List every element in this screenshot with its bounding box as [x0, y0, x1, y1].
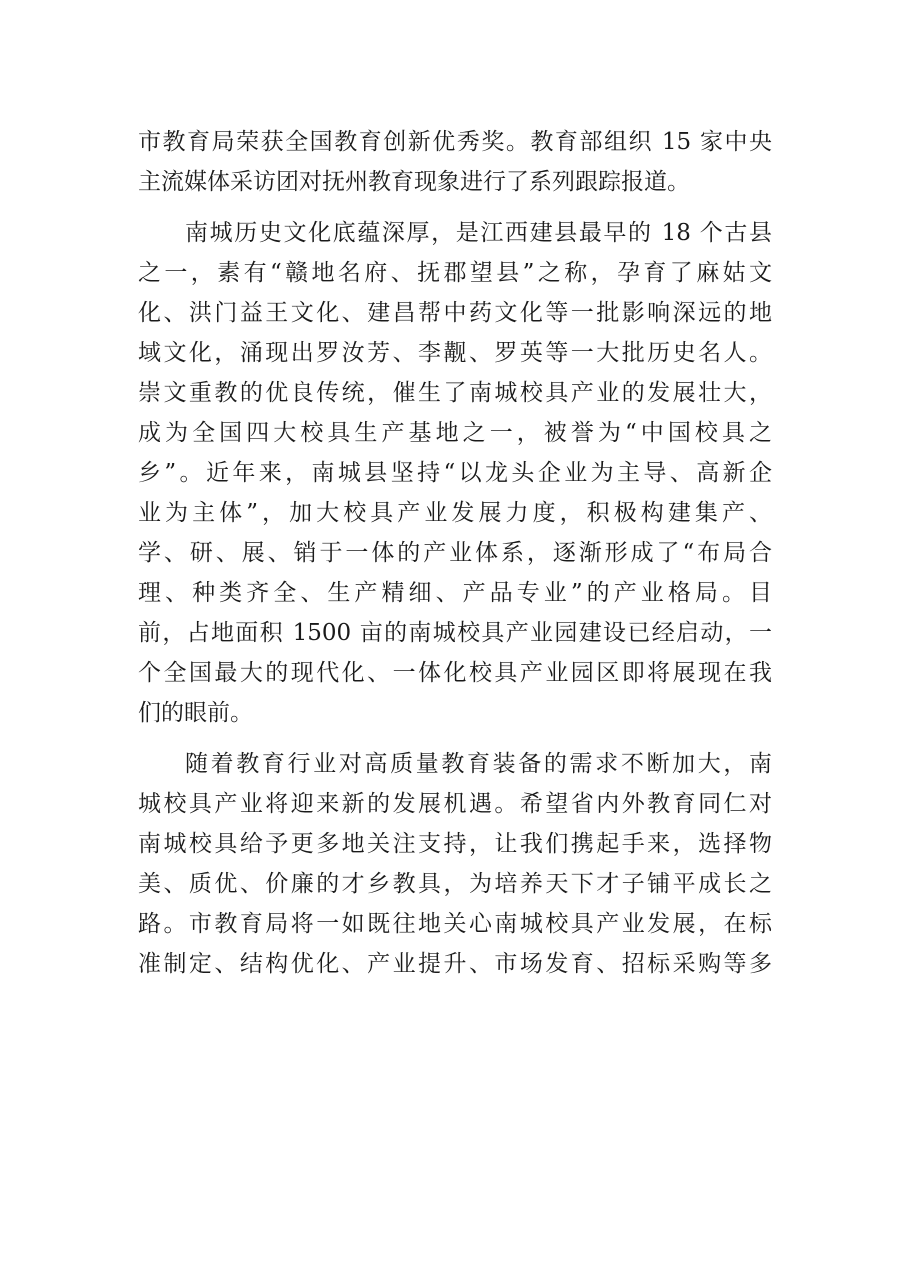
text-line: 南城校具给予更多地关注支持，让我们携起手来，选择物 [138, 831, 772, 857]
text-line: 崇文重教的优良传统，催生了南城校具产业的发展壮大， [138, 380, 772, 406]
text-line: 主流媒体采访团对抚州教育现象进行了系列跟踪报道。 [138, 169, 690, 195]
text-line: 业为主体”，加大校具产业发展力度，积极构建集产、 [138, 500, 772, 526]
text-line: 路。市教育局将一如既往地关心南城校具产业发展，在标 [138, 911, 772, 937]
text-line: 南城历史文化底蕴深厚，是江西建县最早的 18 个古县 [185, 220, 772, 246]
text-line: 美、质优、价廉的才乡教具，为培养天下才子铺平成长之 [138, 871, 772, 897]
text-line: 随着教育行业对高质量教育装备的需求不断加大，南 [185, 751, 772, 777]
text-line: 前，占地面积 1500 亩的南城校具产业园建设已经启动，一 [138, 620, 772, 646]
text-line: 市教育局荣获全国教育创新优秀奖。教育部组织 15 家中央 [138, 129, 772, 155]
text-line: 理、种类齐全、生产精细、产品专业”的产业格局。目 [138, 580, 772, 606]
paragraph-2 [138, 213, 772, 733]
text-line: 城校具产业将迎来新的发展机遇。希望省内外教育同仁对 [138, 791, 772, 817]
text-line: 之一，素有“赣地名府、抚郡望县”之称，孕育了麻姑文 [138, 260, 772, 286]
text-line: 乡”。近年来，南城县坚持“以龙头企业为主导、高新企 [138, 460, 772, 486]
paragraph-3 [138, 744, 772, 984]
text-line: 域文化，涌现出罗汝芳、李觏、罗英等一大批历史名人。 [138, 340, 772, 366]
document-body [138, 122, 772, 984]
text-line: 准制定、结构优化、产业提升、市场发育、招标采购等多 [138, 951, 772, 977]
text-line: 学、研、展、销于一体的产业体系，逐渐形成了“布局合 [138, 540, 772, 566]
text-line: 个全国最大的现代化、一体化校具产业园区即将展现在我 [138, 660, 772, 686]
paragraph-1 [138, 122, 772, 202]
text-line: 化、洪门益王文化、建昌帮中药文化等一批影响深远的地 [138, 300, 772, 326]
text-line: 成为全国四大校具生产基地之一，被誉为“中国校具之 [138, 420, 772, 446]
text-line: 们的眼前。 [138, 700, 253, 726]
